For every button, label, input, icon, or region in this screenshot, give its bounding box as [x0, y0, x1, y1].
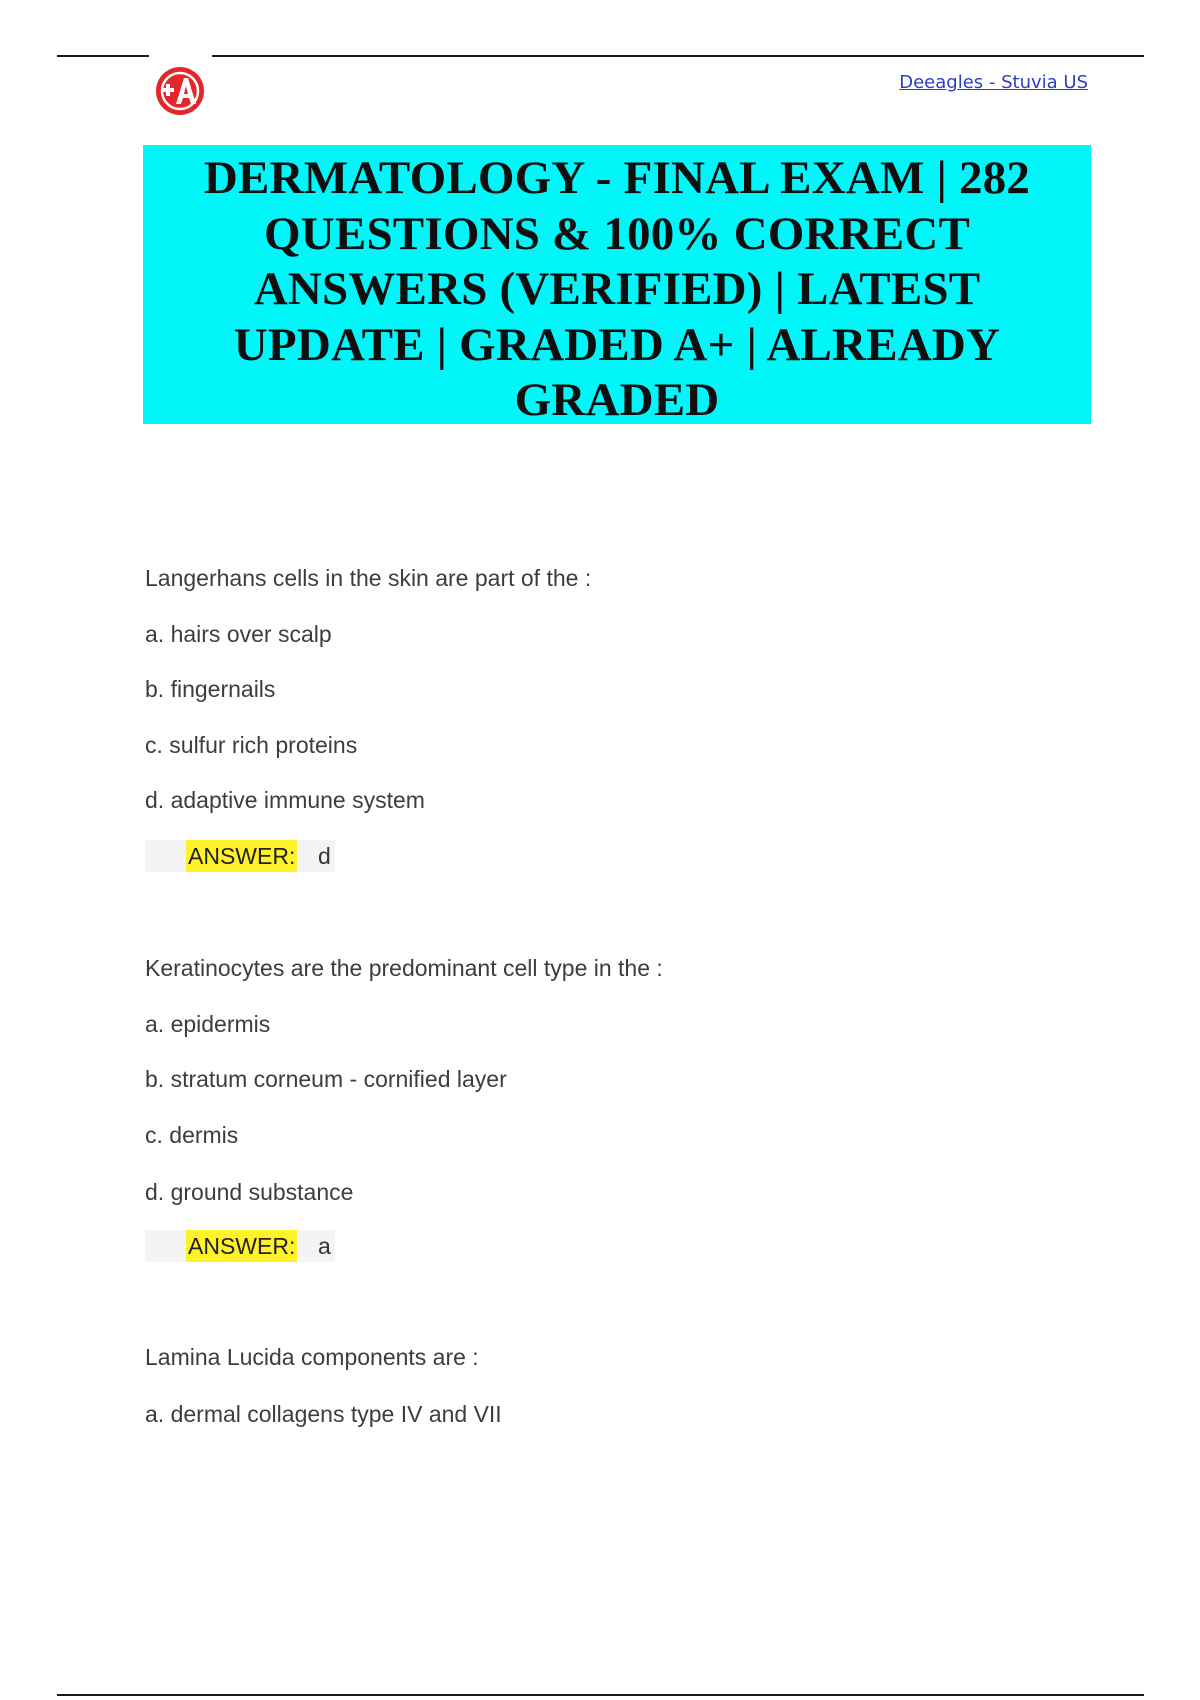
- question-1-answer: [145, 840, 335, 872]
- question-3-option-a: a. dermal collagens type IV and VII: [145, 1401, 502, 1427]
- question-2-option-c: c. dermis: [145, 1122, 239, 1148]
- question-2-answer: [145, 1230, 335, 1262]
- question-2-option-a: a. epidermis: [145, 1011, 271, 1037]
- question-1-option-d: d. adaptive immune system: [145, 787, 425, 813]
- question-2-option-b: b. stratum corneum - cornified layer: [145, 1066, 507, 1092]
- top-rule-right: [212, 55, 1144, 57]
- question-3: Lamina Lucida components are :: [145, 1344, 479, 1370]
- brand-logo-icon: [154, 65, 206, 117]
- question-1-option-c: c. sulfur rich proteins: [145, 732, 358, 758]
- answer-value: a: [318, 1233, 331, 1259]
- answer-value: d: [318, 843, 331, 869]
- top-rule-left: [57, 55, 149, 57]
- question-1-option-a: a. hairs over scalp: [145, 621, 332, 647]
- bottom-rule: [57, 1694, 1144, 1696]
- answer-label: ANSWER:: [186, 1230, 297, 1262]
- title-banner: [143, 145, 1091, 424]
- question-2-option-d: d. ground substance: [145, 1179, 354, 1205]
- seller-link[interactable]: Deeagles - Stuvia US: [899, 72, 1088, 93]
- answer-label: ANSWER:: [186, 840, 297, 872]
- document-title: DERMATOLOGY - FINAL EXAM | 282 QUESTIONS & 100% CORRECT ANSWERS (VERIFIED) | LATEST UPDATE | GRADED A+ | ALREADY GRADED: [203, 152, 1031, 426]
- question-1: Langerhans cells in the skin are part of the :: [145, 565, 592, 591]
- question-1-option-b: b. fingernails: [145, 676, 276, 702]
- question-2: Keratinocytes are the predominant cell type in the :: [145, 955, 663, 981]
